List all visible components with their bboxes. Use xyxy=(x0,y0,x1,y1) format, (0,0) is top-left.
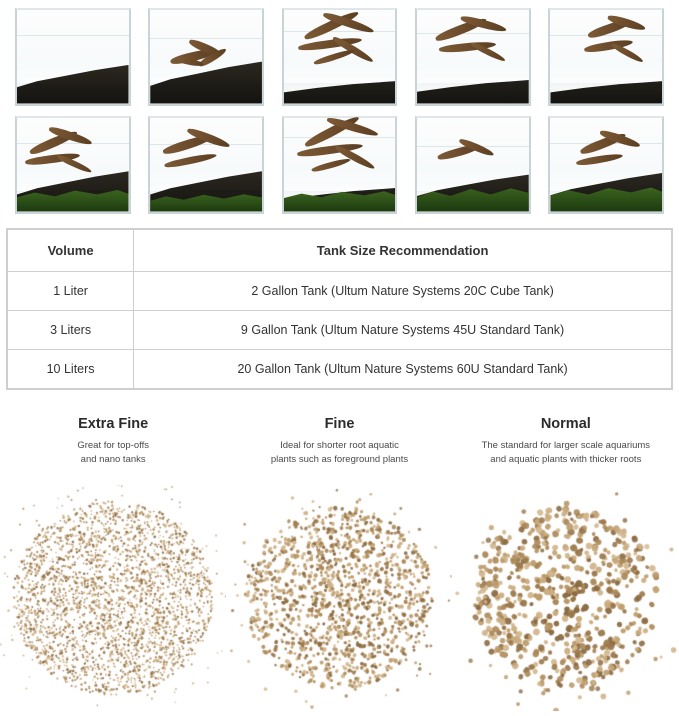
driftwood xyxy=(573,133,651,178)
grain-pile-wrapper xyxy=(0,485,226,715)
grain-description xyxy=(453,439,679,467)
grain-description-line-1: The standard for larger scale aquariums xyxy=(481,440,651,451)
driftwood xyxy=(24,129,104,181)
grain-description xyxy=(226,439,452,467)
driftwood xyxy=(430,18,517,70)
driftwood xyxy=(433,141,507,178)
grain-description xyxy=(0,439,226,467)
grain-column-normal xyxy=(453,416,679,715)
grain-pile-fine xyxy=(226,485,452,711)
aquarium-tank xyxy=(282,116,398,213)
driftwood xyxy=(295,122,387,180)
grain-column-extra-fine xyxy=(0,416,226,715)
aquarium-tank xyxy=(15,8,131,105)
aquarium-tank xyxy=(415,116,531,213)
cell-volume: 3 Liters xyxy=(8,311,134,350)
grain-size-section xyxy=(0,416,679,715)
grain-description-line-2: and nano tanks xyxy=(80,453,146,465)
aquarium-tank xyxy=(548,116,664,213)
reflection xyxy=(550,83,662,104)
grain-title: Extra Fine xyxy=(78,416,149,432)
tank-photo-5 xyxy=(541,4,672,112)
grain-pile-wrapper xyxy=(226,485,452,715)
grain-description-line-1: Ideal for shorter root aquatic xyxy=(280,440,399,451)
aquarium-tank xyxy=(415,8,531,105)
aquarium-tank xyxy=(548,8,664,105)
tank-photo-8 xyxy=(274,112,405,220)
tank-photo-1 xyxy=(7,4,138,112)
reflection xyxy=(284,83,396,104)
table-header-row xyxy=(8,230,672,272)
aquascape-photo-grid xyxy=(0,0,679,222)
tank-photo-10 xyxy=(541,112,672,220)
cell-recommendation: 2 Gallon Tank (Ultum Nature Systems 20C Cube Tank) xyxy=(134,272,672,311)
reflection xyxy=(17,83,129,104)
reflection xyxy=(417,191,529,212)
tank-photo-2 xyxy=(140,4,271,112)
table-header-volume: Volume xyxy=(8,230,134,272)
table-row xyxy=(8,272,672,311)
aquarium-tank xyxy=(148,8,264,105)
cell-volume: 10 Liters xyxy=(8,350,134,389)
grain-description-line-1: Great for top-offs xyxy=(77,440,149,451)
reflection xyxy=(550,191,662,212)
grain-title: Fine xyxy=(324,416,355,432)
grain-pile-normal xyxy=(453,485,679,711)
table-row xyxy=(8,311,672,350)
tank-size-table-wrapper xyxy=(6,228,673,390)
driftwood xyxy=(170,38,237,72)
tank-size-table xyxy=(7,229,672,389)
reflection xyxy=(150,191,262,212)
tank-photo-6 xyxy=(7,112,138,220)
reflection xyxy=(17,191,129,212)
reflection xyxy=(284,191,396,212)
aquarium-tank xyxy=(148,116,264,213)
table-header-recommendation: Tank Size Recommendation xyxy=(134,230,672,272)
aquarium-tank xyxy=(15,116,131,213)
tank-photo-9 xyxy=(407,112,538,220)
driftwood xyxy=(295,16,387,70)
cell-recommendation: 20 Gallon Tank (Ultum Nature Systems 60U Standard Tank) xyxy=(134,350,672,389)
driftwood xyxy=(579,18,655,70)
aquarium-tank xyxy=(282,8,398,105)
grain-pile-extra-fine xyxy=(0,485,226,711)
driftwood xyxy=(159,131,242,181)
reflection xyxy=(417,83,529,104)
grain-description-line-2: plants such as foreground plants xyxy=(270,453,409,465)
grain-pile-wrapper xyxy=(453,485,679,715)
cell-volume: 1 Liter xyxy=(8,272,134,311)
table-row xyxy=(8,350,672,389)
grain-description-line-2: and aquatic plants with thicker roots xyxy=(490,453,642,465)
tank-photo-7 xyxy=(140,112,271,220)
tank-photo-4 xyxy=(407,4,538,112)
grain-title: Normal xyxy=(540,416,591,432)
grain-column-fine xyxy=(226,416,452,715)
cell-recommendation: 9 Gallon Tank (Ultum Nature Systems 45U Standard Tank) xyxy=(134,311,672,350)
tank-photo-3 xyxy=(274,4,405,112)
reflection xyxy=(150,83,262,104)
waterline xyxy=(17,35,129,36)
